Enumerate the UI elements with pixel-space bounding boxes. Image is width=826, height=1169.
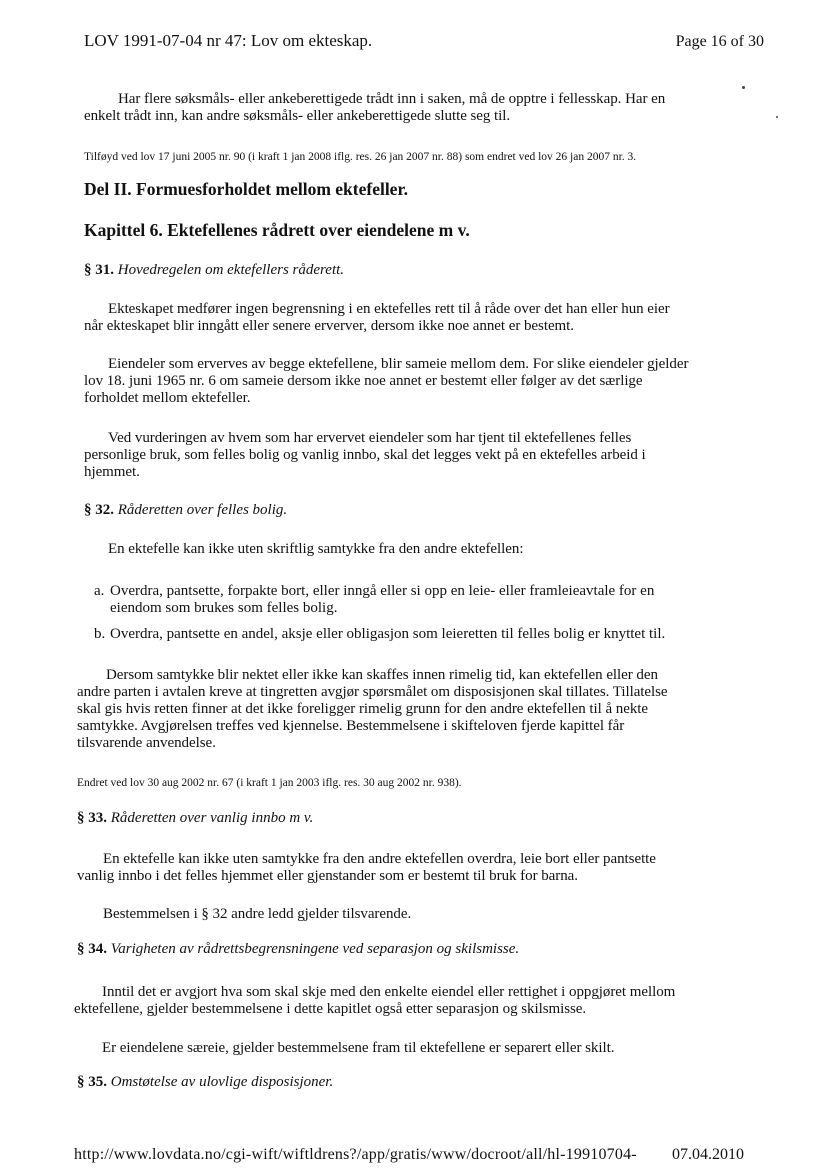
text-line: Inntil det er avgjort hva som skal skje med den enkelte eiendel eller rettighet i oppgjøret mellom [102,984,676,1000]
section-number: § 32. [84,502,114,518]
text-line: Bestemmelsen i § 32 andre ledd gjelder tilsvarende. [103,906,412,922]
document-title: LOV 1991-07-04 nr 47: Lov om ekteskap. [84,31,373,50]
text-line: ektefellene, gjelder bestemmelsene i dette kapitlet også etter separasjon og skilsmisse. [74,1001,587,1017]
section-title: Hovedregelen om ektefellers råderett. [117,262,345,278]
section-heading-35 [77,1074,333,1091]
text-line: vanlig innbo i det felles hjemmet eller gjenstander som er bestemt til bruk for barna. [77,868,578,884]
section-title: Råderetten over felles bolig. [117,502,288,518]
section-heading-32 [84,502,287,519]
amendment-note: Tilføyd ved lov 17 juni 2005 nr. 90 (i kraft 1 jan 2008 iflg. res. 26 jan 2007 nr. 88) som endret ved lov 26 jan 2007 nr. 3. [84,151,637,163]
section-heading-31 [84,262,344,279]
list-item [94,626,665,643]
page-number: Page 16 of 30 [675,33,764,50]
list-marker: b. [94,626,106,642]
paragraph [84,301,670,335]
chapter-heading: Kapittel 6. Ektefellenes rådrett over eiendelene m v. [84,220,470,240]
paragraph [84,430,646,481]
text-line: skal gis hvis retten finner at det ikke foreligger rimelig grunn for den andre ektefellen til å nekte [77,701,648,717]
paragraph [74,984,675,1018]
scan-speck [776,116,778,118]
text-line: Dersom samtykke blir nektet eller ikke kan skaffes innen rimelig tid, kan ektefellen eller den [106,667,658,683]
text-line: tilsvarende anvendelse. [77,735,216,751]
scan-speck [742,86,745,89]
text-line: hjemmet. [84,464,140,480]
section-title: Omstøtelse av ulovlige disposisjoner. [110,1074,334,1090]
text-line: Overdra, pantsette, forpakte bort, eller inngå eller si opp en leie- eller framleieavtale for en [110,583,655,599]
section-title: Varigheten av rådrettsbegrensningene ved separasjon og skilsmisse. [110,941,520,957]
text-line: Overdra, pantsette en andel, aksje eller obligasjon som leieretten til felles bolig er knyttet til. [110,626,666,642]
text-line: enkelt trådt inn, kan andre søksmåls- eller ankeberettigede slutte seg til. [84,108,511,124]
text-line: når ekteskapet blir inngått eller senere erverver, dersom ikke noe annet er bestemt. [84,318,574,334]
intro-paragraph [84,91,665,125]
amendment-note: Endret ved lov 30 aug 2002 nr. 67 (i kraft 1 jan 2003 iflg. res. 30 aug 2002 nr. 938). [77,777,462,789]
text-line: Er eiendelene særeie, gjelder bestemmelsene fram til ektefellene er separert eller skilt. [102,1040,615,1056]
section-number: § 35. [77,1074,107,1090]
footer-date: 07.04.2010 [672,1146,744,1163]
text-line: Eiendeler som erverves av begge ektefellene, blir sameie mellom dem. For slike eiendeler gjelder [108,356,689,372]
section-title: Råderetten over vanlig innbo m v. [110,810,314,826]
paragraph [103,906,411,923]
section-number: § 31. [84,262,114,278]
text-line: eiendom som brukes som felles bolig. [110,600,338,616]
section-number: § 34. [77,941,107,957]
paragraph [77,667,668,752]
text-line: lov 18. juni 1965 nr. 6 om sameie dersom ikke noe annet er bestemt eller følger av det særlige [84,373,643,389]
footer-url: http://www.lovdata.no/cgi-wift/wiftldrens?/app/gratis/www/docroot/all/hl-19910704- [74,1146,637,1163]
part-heading: Del II. Formuesforholdet mellom ektefeller. [84,179,408,199]
text-line: En ektefelle kan ikke uten samtykke fra den andre ektefellen overdra, leie bort eller pantsette [103,851,656,867]
text-line: forholdet mellom ektefeller. [84,390,251,406]
text-line: Ekteskapet medfører ingen begrensning i en ektefelles rett til å råde over det han eller hun eier [108,301,670,317]
text-line: En ektefelle kan ikke uten skriftlig samtykke fra den andre ektefellen: [108,541,524,557]
list-marker: a. [94,583,105,599]
paragraph [108,541,523,558]
section-heading-34 [77,941,519,958]
paragraph [77,851,656,885]
paragraph [102,1040,614,1057]
section-heading-33 [77,810,313,827]
text-line: Ved vurderingen av hvem som har ervervet eiendeler som har tjent til ektefellenes felles [108,430,632,446]
section-number: § 33. [77,810,107,826]
text-line: Har flere søksmåls- eller ankeberettigede trådt inn i saken, må de opptre i fellesskap. Har en [118,91,666,107]
text-line: andre parten i avtalen kreve at tingretten avgjør spørsmålet om disposisjonen skal tillates. Tillatelse [77,684,668,700]
text-line: samtykke. Avgjørelsen treffes ved kjennelse. Bestemmelsene i skifteloven fjerde kapittel får [77,718,625,734]
text-line: personlige bruk, som felles bolig og vanlig innbo, skal det legges vekt på en ektefelles arbeid i [84,447,646,463]
paragraph [84,356,688,407]
list-item [94,583,654,617]
